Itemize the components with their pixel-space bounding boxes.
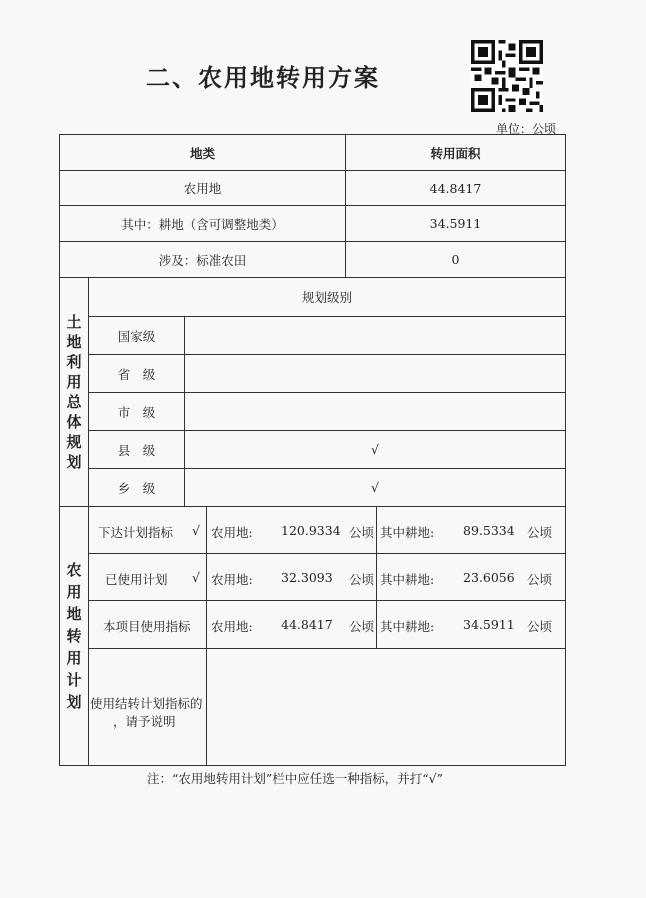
conv-unit: 公顷 [527,572,553,587]
conv-row-project-farm: 44.8417 [281,617,333,632]
conv-cult-label: 其中耕地: [380,525,435,540]
plan-side-char: 总 [66,393,82,411]
level-county-mark: √ [371,442,379,457]
level-county: 县 级 [117,442,156,458]
row-basic-farmland-label: 涉及：标准农田 [158,252,247,268]
level-township-mark: √ [371,480,379,495]
conv-unit: 公顷 [349,525,375,540]
conv-farm-label: 农用地: [211,619,253,634]
conv-row-project-label: 本项目使用指标 [103,619,191,634]
conversion-side-char: 计 [66,671,82,689]
conv-row-issued-check: √ [192,523,200,538]
plan-side-label [60,278,88,506]
conv-row-issued-label: 下达计划指标 [98,525,174,540]
row-cultivated-value: 34.5911 [429,216,482,231]
level-province-mark [185,355,565,392]
conv-unit: 公顷 [527,525,553,540]
conversion-side-char: 农 [66,561,82,579]
row-basic-farmland-value: 0 [451,252,460,267]
plan-side-char: 体 [66,413,82,431]
page-title: 二、农用地转用方案 [146,64,380,92]
conv-farm-label: 农用地: [211,572,253,587]
explain-text-line1: 使用结转计划指标的 [90,696,203,711]
header-area: 转用面积 [430,145,481,161]
conversion-side-char: 转 [66,627,82,645]
plan-side-char: 规 [66,433,82,451]
row-farmland-value: 44.8417 [429,180,482,196]
header-land-type: 地类 [189,145,215,161]
level-city: 市 级 [117,404,156,420]
explain-text-line2: ，请予说明 [113,714,176,729]
conversion-side-label [60,507,88,765]
footnote: 注：“农用地转用计划”栏中应任选一种指标，并打“√” [147,771,444,786]
conversion-side-char: 划 [66,693,82,711]
row-farmland-label: 农用地 [183,181,222,196]
plan-side-char: 地 [66,333,82,351]
conv-row-issued-farm: 120.9334 [281,523,341,538]
conv-row-used-label: 已使用计划 [105,572,168,587]
conv-row-used-cult: 23.6056 [463,570,515,585]
conv-row-project-cult: 34.5911 [463,617,515,632]
conv-row-used-farm: 32.3093 [281,570,333,585]
conversion-side-char: 用 [66,583,82,601]
conversion-side-char: 地 [66,605,82,623]
level-province: 省 级 [117,366,156,382]
conv-row-issued-cult: 89.5334 [463,523,515,538]
conv-unit: 公顷 [527,619,553,634]
plan-side-char: 用 [66,373,82,391]
plan-level-header: 规划级别 [301,290,352,305]
conversion-side-char: 用 [66,649,82,667]
level-township: 乡 级 [117,480,156,496]
conv-cult-label: 其中耕地: [380,619,435,634]
conv-unit: 公顷 [349,572,375,587]
conv-unit: 公顷 [349,619,375,634]
conv-cult-label: 其中耕地: [380,572,435,587]
conv-row-used-check: √ [192,570,200,585]
plan-side-char: 土 [66,313,82,331]
level-national-mark [185,317,565,354]
conv-farm-label: 农用地: [211,525,253,540]
row-cultivated-label: 其中：耕地（含可调整地类） [121,216,284,232]
unit-label: 单位：公顷 [496,122,557,136]
plan-side-char: 利 [66,353,82,371]
level-national: 国家级 [117,328,156,344]
level-city-mark [185,393,565,430]
plan-side-char: 划 [66,453,82,471]
